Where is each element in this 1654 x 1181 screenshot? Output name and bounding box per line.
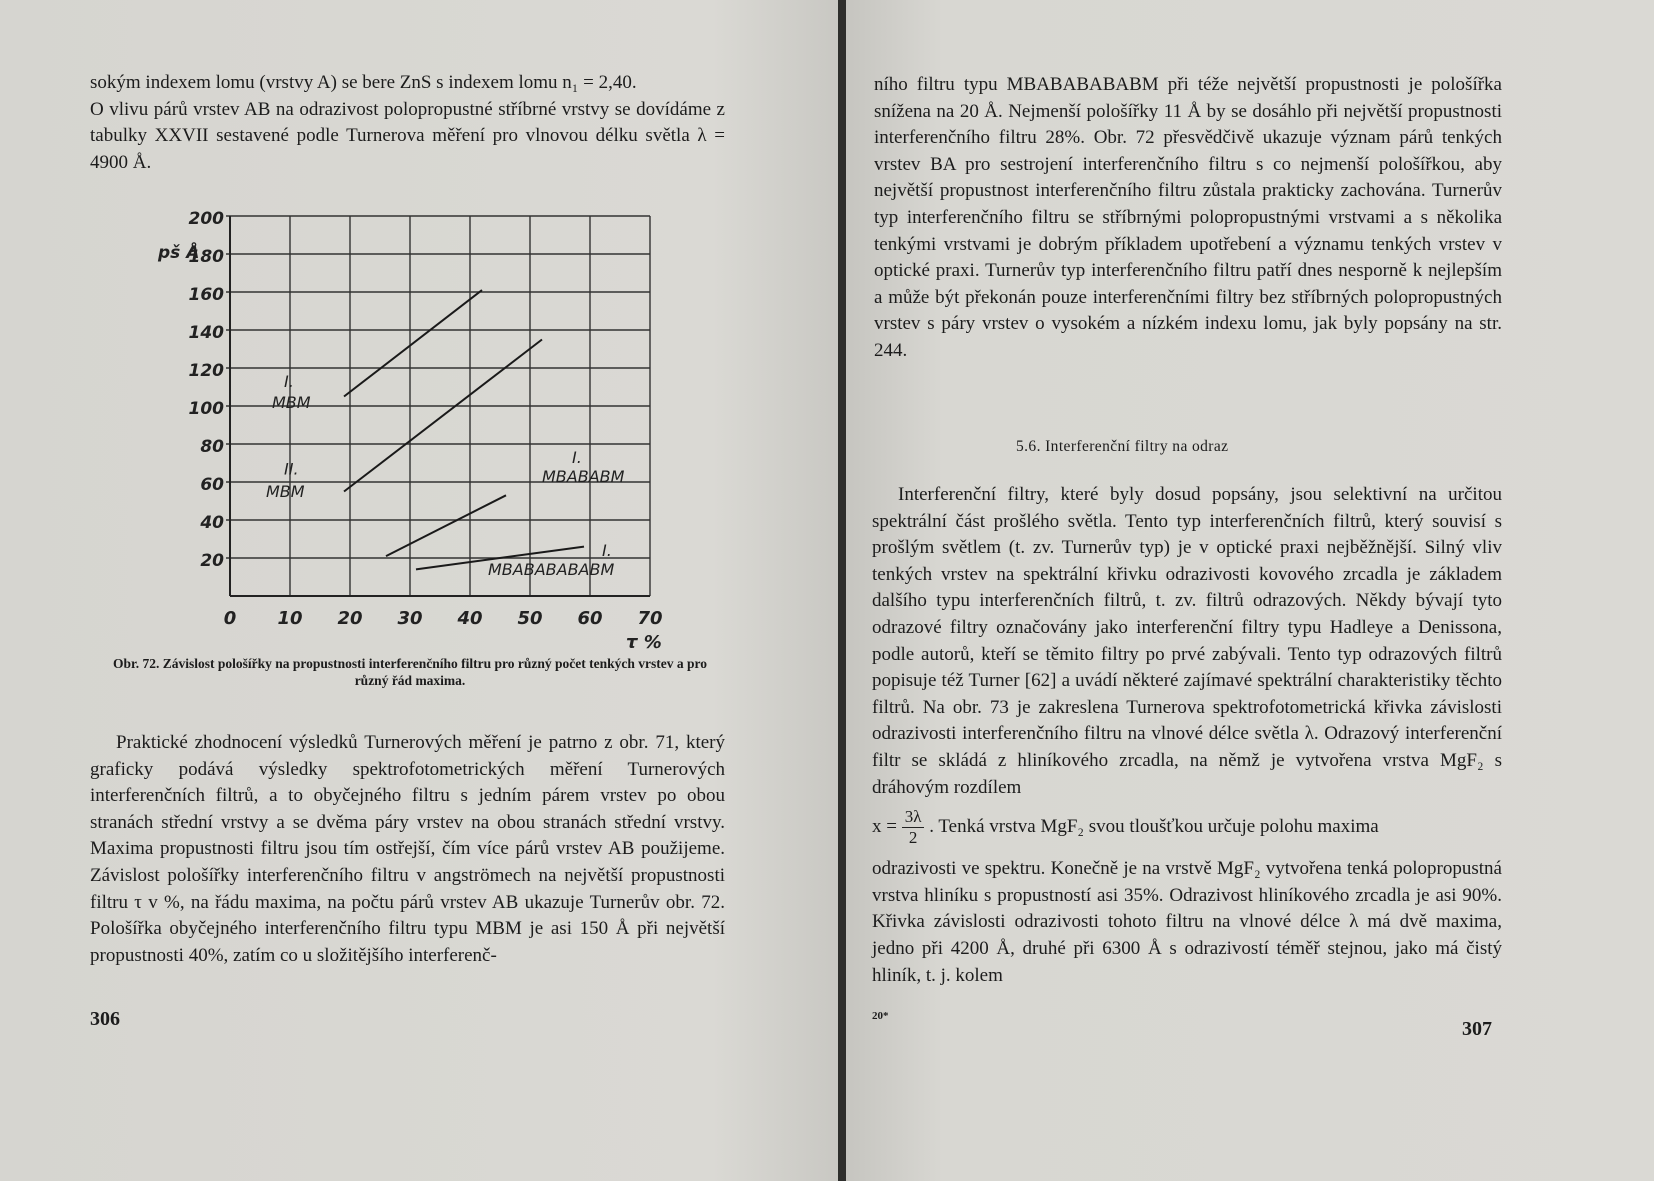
y-axis-label: pš Å (158, 243, 200, 263)
series-label-order: II. (284, 459, 299, 479)
body-paragraph: Praktické zhodnocení výsledků Turnerových měření je patrno z obr. 71, který graficky podává výsledky spektrofotometrických měření Turnerových interferenčních filtrů, a to obyčejného filtru s jedním párem vrstev po obou stranách střední vrstvy a se dvěma páry vrstev na obou stranách střední vrstvy. Maxima propustnosti filtru jsou tím ostřejší, čím více párů vrstev AB použijeme. Závislost pološířky interferenčního filtru v angströmech na největší propustnosti filtru τ v %, na řádu maxima, na počtu párů vrstev AB ukazuje Turnerův obr. 72. Pološířka obyčejného interferenčního filtru typu MBM je asi 150 Å při největší propustnosti 40%, zatím co u složitějšího interferenč- (90, 732, 725, 966)
page-number-right: 307 (1462, 1018, 1492, 1040)
formula-denominator: 2 (908, 828, 918, 848)
x-tick-label: 60 (577, 608, 603, 629)
right-para-2 (872, 482, 1502, 989)
y-tick-label: 140 (188, 323, 224, 343)
y-tick-label: 40 (200, 513, 224, 533)
formula-fraction (902, 807, 925, 848)
series-label-order: I. (284, 372, 294, 391)
continued-paragraph: ního filtru typu MBABABABABM při téže největší propustnosti je pološířka snížena na 20 Å. Nejmenší pološířky 11 Å by se dosáhlo při největší propustnosti interferenčního filtru 28%. Obr. 72 přesvědčivě ukazuje význam párů tenkých vrstev BA pro sestrojení interferenčního filtru s co nejmenší pološířkou, aby největší propustnost interferenčního filtru zůstala prakticky zachována. Turnerův typ interferenčního filtru se stříbrnými polopropustnými vrstvami a s několika tenkými vrstvami je dobrým příkladem upotřebení a významu tenkých vrstev v optické praxi. Turnerův typ interferenčního filtru patří dnes nesporně k nejlepším a může být překonán pouze interferenčními filtry bez stříbrných polopropustných vrstev s páry vrstev o vysokém a nízkém indexu lomu, jak byly popsány na str. 244. (874, 74, 1502, 361)
x-tick-label: 0 (223, 608, 237, 629)
y-tick-label: 60 (200, 475, 224, 495)
series-line (344, 290, 482, 396)
formula-lhs: x = (872, 815, 897, 837)
formula-numerator: 3λ (902, 807, 925, 828)
y-tick-label: 20 (200, 551, 224, 571)
x-tick-label: 20 (337, 608, 363, 629)
signature-mark: 20* (872, 1010, 889, 1022)
y-tick-label: 100 (188, 399, 224, 419)
series-label-name: MBABABM (542, 467, 625, 486)
y-tick-label: 200 (188, 210, 224, 229)
paragraph-part-a: Interferenční filtry, které byly dosud popsány, jsou selektivní na určitou spektrální část prošlého světla. Tento typ interferenčních filtrů, který souvisí s prošlým světlem (t. zv. Turnerův typ) je v optické praxi nejběžnější. Silný vliv tenkých vrstev na spektrální křivku odrazivosti kovového zrcadla je základem dalšího typu interferenčních filtrů, t. zv. filtrů odrazových. Někdy bývají tyto odrazové filtry označovány jako interferenční filtry typu Hadleye a Denissona, podle autorů, kteří se těmito filtry po prvé zabývali. Tento typ odrazových filtrů popisuje též Turner [62] a uvádí některé zajímavé spektrální charakteristiky těchto filtrů. Na obr. 73 je zakreslena Turnerova spektrofotometrická křivka závislosti odrazivosti interferenčního filtru na vlnové délce světla λ. Odrazový interferenční filtr se skládá z hliníkového zrcadla, na němž je vytvořena vrstva MgF₂ s dráhovým rozdílem (872, 484, 1502, 798)
y-tick-label: 80 (200, 437, 224, 457)
section-heading: 5.6. Interferenční filtry na odraz (1016, 438, 1229, 455)
series-label-name: MBABABABABM (488, 560, 615, 580)
book-gutter (838, 0, 846, 1181)
intro-line: sokým indexem lomu (vrstvy A) se bere ZnS s indexem lomu n₁ = 2,40. (90, 72, 637, 93)
y-tick-label: 120 (188, 361, 224, 381)
paragraph-part-b: odrazivosti ve spektru. Konečně je na vrstvě MgF₂ vytvořena tenká polopropustná vrstva hliníku s propustností asi 35%. Odrazivost hliníkového zrcadla je asi 90%. Křivka závislosti odrazivosti tohoto filtru na vlnové délce λ má dvě maxima, jedno při 4200 Å, druhé při 6300 Å s odrazivostí téměř stejnou, jako má čistý hliník, t. j. kolem (872, 858, 1502, 986)
left-body (90, 730, 725, 969)
chart-obr-72 (140, 210, 700, 680)
x-axis-label: τ % (626, 632, 662, 653)
x-tick-label: 40 (457, 608, 483, 629)
series-label-order: I. (602, 541, 612, 561)
right-page (846, 0, 1654, 1181)
intro-paragraph: O vlivu párů vrstev AB na odrazivost polopropustné stříbrné vrstvy se dovídáme z tabulky XXVII sestavené podle Turnerova měření pro vlnovou délku světla λ = 4900 Å. (90, 98, 725, 173)
y-tick-label: 180 (188, 247, 224, 267)
x-tick-label: 30 (397, 608, 423, 629)
x-tick-label: 70 (637, 608, 663, 629)
figure-caption: Obr. 72. Závislost pološířky na propustnosti interferenčního filtru pro různý počet tenkých vrstev a pro různý řád maxima. (112, 656, 708, 688)
series-line (344, 340, 542, 492)
right-para-1 (874, 72, 1502, 365)
y-tick-label: 160 (188, 285, 224, 305)
series-label-order: I. (572, 448, 582, 467)
series-line (386, 495, 506, 556)
formula-line (872, 807, 1502, 848)
x-tick-label: 10 (277, 608, 303, 629)
series-label-name: MBM (272, 392, 311, 412)
formula-rest: . Tenká vrstva MgF₂ svou tloušťkou určuje polohu maxima (929, 815, 1379, 837)
left-intro (90, 70, 725, 176)
x-tick-label: 50 (517, 608, 543, 629)
series-label-name: MBM (266, 482, 305, 502)
page-number-left: 306 (90, 1008, 120, 1030)
